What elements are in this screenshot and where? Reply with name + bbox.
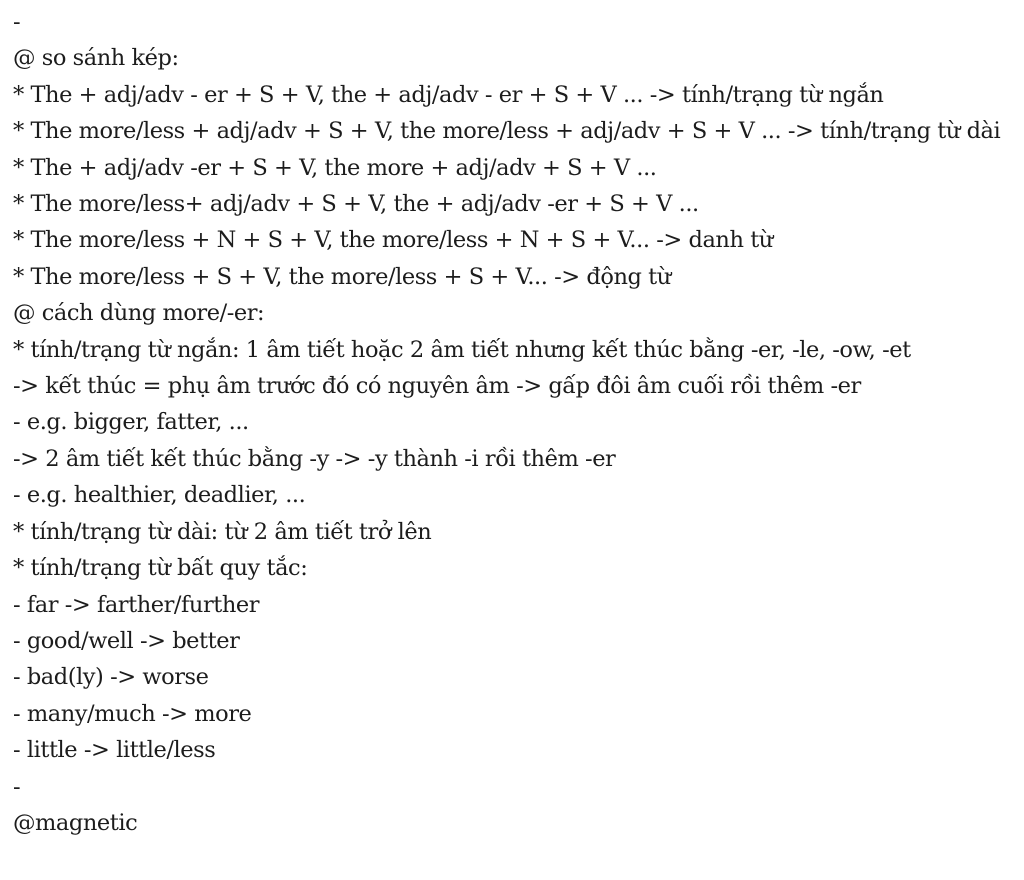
text-line: * tính/trạng từ bất quy tắc: bbox=[13, 555, 308, 582]
text-line: - bad(ly) -> worse bbox=[13, 664, 209, 691]
text-line: * The + adj/adv - er + S + V, the + adj/adv - er + S + V ... -> tính/trạng từ ngắn bbox=[13, 81, 884, 108]
text-line: - far -> farther/further bbox=[13, 591, 260, 618]
text-line: - e.g. bigger, fatter, ... bbox=[13, 409, 249, 436]
text-line: * The more/less+ adj/adv + S + V, the + adj/adv -er + S + V ... bbox=[13, 191, 699, 218]
text-line: - bbox=[13, 773, 21, 800]
text-line: * tính/trạng từ ngắn: 1 âm tiết hoặc 2 âm tiết nhưng kết thúc bằng -er, -le, -ow, -et bbox=[13, 336, 911, 363]
section-heading-usage: @ cách dùng more/-er: bbox=[13, 300, 265, 327]
text-line: * The + adj/adv -er + S + V, the more + adj/adv + S + V ... bbox=[13, 154, 657, 181]
text-line: * The more/less + adj/adv + S + V, the more/less + adj/adv + S + V ... -> tính/trạng từ dài bbox=[13, 118, 1001, 145]
text-line: * tính/trạng từ dài: từ 2 âm tiết trở lên bbox=[13, 518, 432, 545]
section-heading-double-comparison: @ so sánh kép: bbox=[13, 45, 179, 72]
text-line: - e.g. healthier, deadlier, ... bbox=[13, 482, 306, 509]
text-line: -> 2 âm tiết kết thúc bằng -y -> -y thành -i rồi thêm -er bbox=[13, 445, 616, 472]
text-line: * The more/less + N + S + V, the more/less + N + S + V... -> danh từ bbox=[13, 227, 773, 254]
author-signature: @magnetic bbox=[13, 809, 138, 836]
document-body bbox=[13, 4, 1018, 841]
text-line: * The more/less + S + V, the more/less + S + V... -> động từ bbox=[13, 263, 671, 290]
text-line: - little -> little/less bbox=[13, 737, 216, 764]
text-line: - bbox=[13, 9, 21, 35]
text-line: - many/much -> more bbox=[13, 700, 252, 727]
text-line: - good/well -> better bbox=[13, 627, 240, 654]
text-line: -> kết thúc = phụ âm trước đó có nguyên âm -> gấp đôi âm cuối rồi thêm -er bbox=[13, 373, 861, 400]
